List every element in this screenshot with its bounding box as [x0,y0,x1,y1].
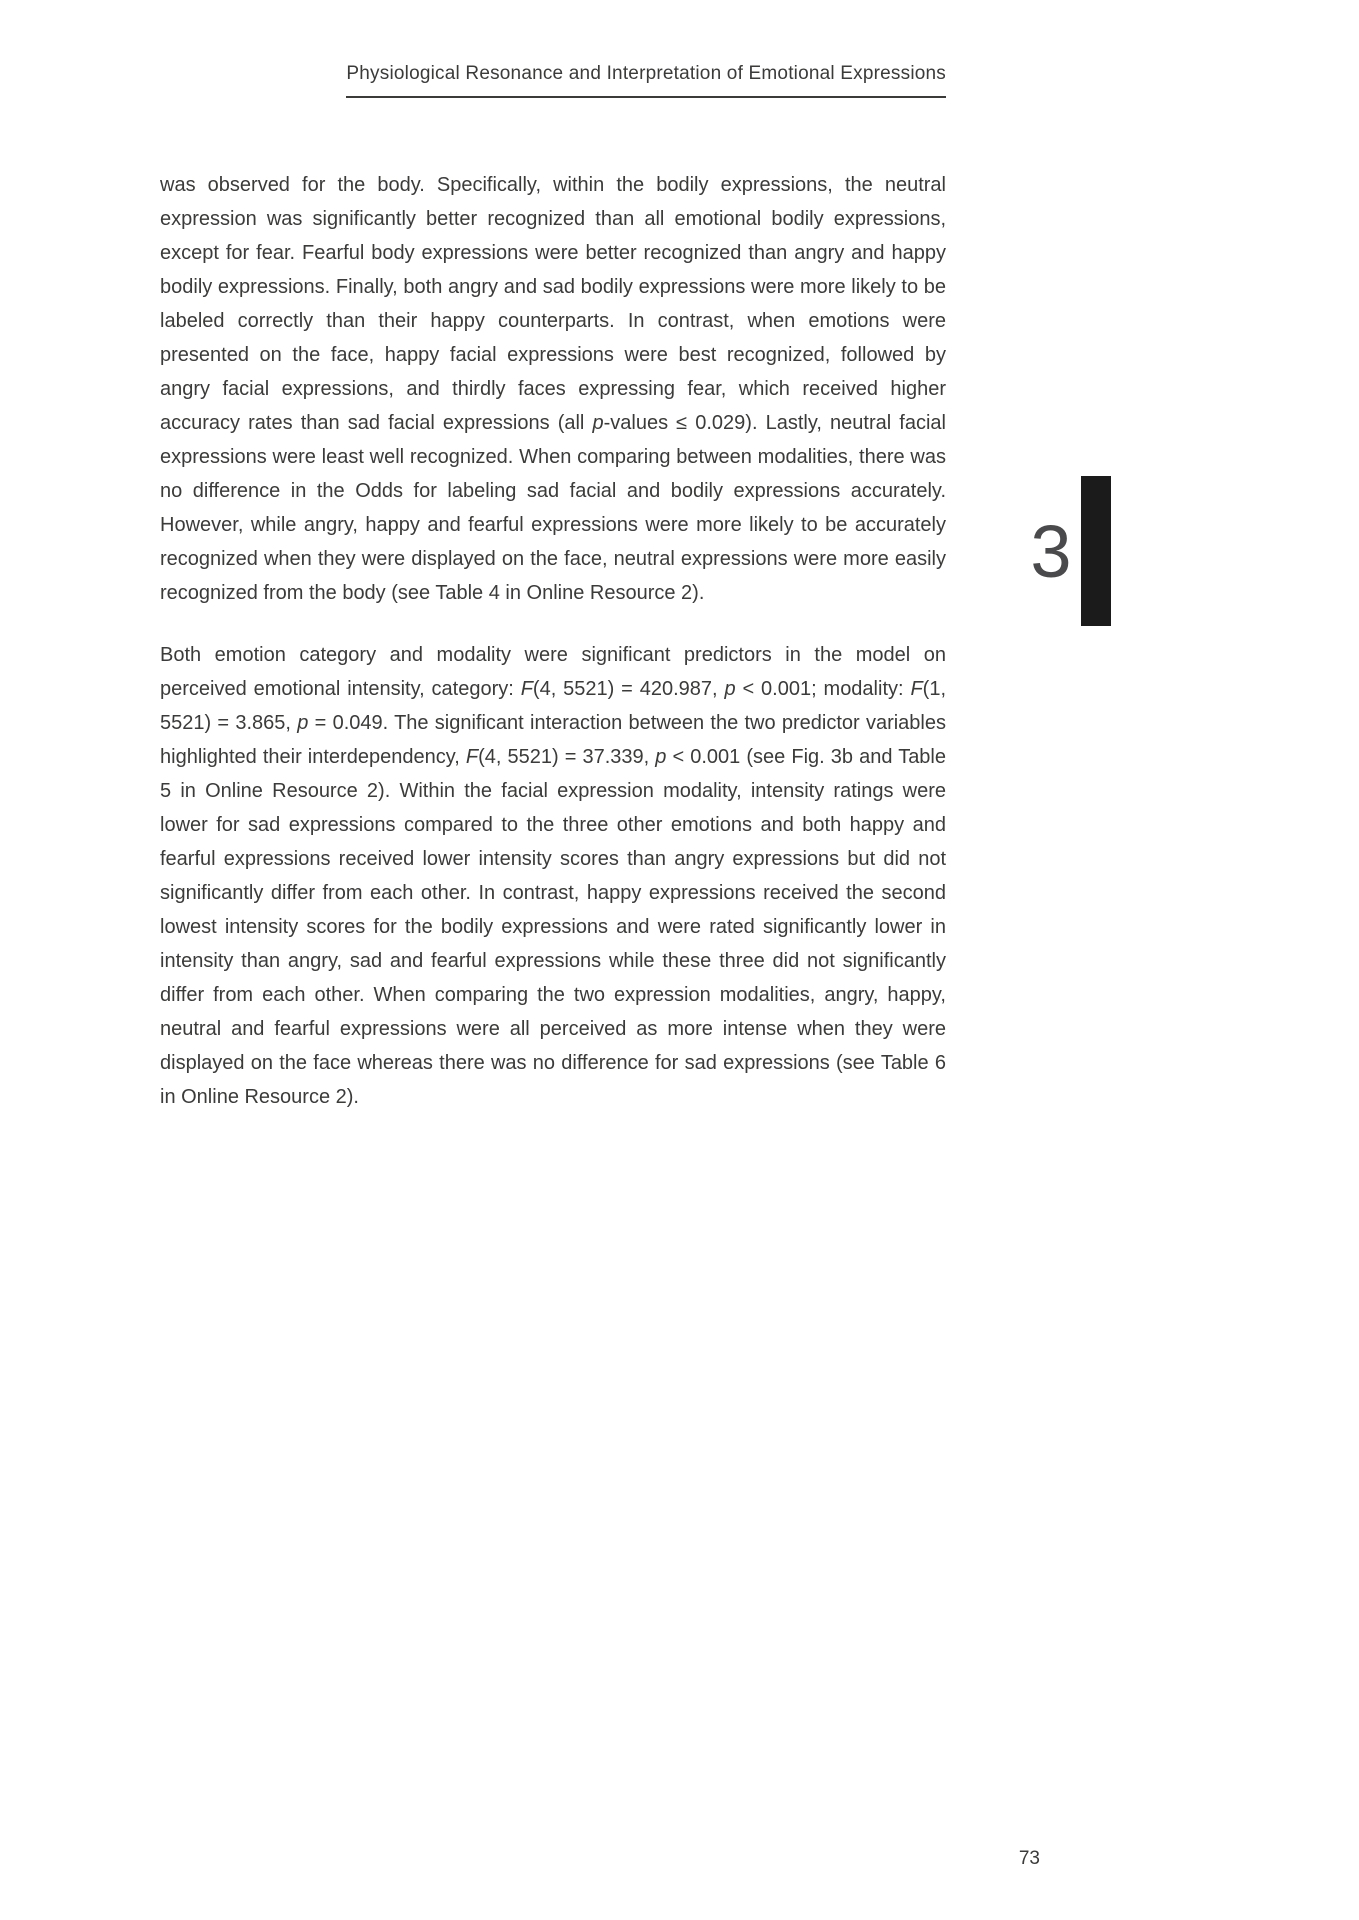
running-head-container [160,62,946,98]
body-text-column [160,168,946,1142]
body-paragraph-1: was observed for the body. Specifically, within the bodily expressions, the neutral expression was significantly better recognized than all emotional bodily expressions, except for fear. Fearful body expressions were better recognized than angry and happy bodily expressions. Finally, both angry and sad bodily expressions were more likely to be labeled correctly than their happy counterparts. In contrast, when emotions were presented on the face, happy facial expressions were best recognized, followed by angry facial expressions, and thirdly faces expressing fear, which received higher accuracy rates than sad facial expressions (all p-values ≤ 0.029). Lastly, neutral facial expressions were least well recognized. When comparing between modalities, there was no difference in the Odds for labeling sad facial and bodily expressions accurately. However, while angry, happy and fearful expressions were more likely to be accurately recognized when they were displayed on the face, neutral expressions were more easily recognized from the body (see Table 4 in Online Resource 2). [160,174,946,604]
body-paragraph-2: Both emotion category and modality were significant predictors in the model on perceived emotional intensity, category: F(4, 5521) = 420.987, p < 0.001; modality: F(1, 5521) = 3.865, p = 0.049. The significant interaction between the two predictor variables highlighted their interdependency, F(4, 5521) = 37.339, p < 0.001 (see Fig. 3b and Table 5 in Online Resource 2). Within the facial expression modality, intensity ratings were lower for sad expressions compared to the three other emotions and both happy and fearful expressions received lower intensity scores than angry expressions but did not significantly differ from each other. In contrast, happy expressions received the second lowest intensity scores for the bodily expressions and were rated significantly lower in intensity than angry, sad and fearful expressions while these three did not significantly differ from each other. When comparing the two expression modalities, angry, happy, neutral and fearful expressions were all perceived as more intense when they were displayed on the face whereas there was no difference for sad expressions (see Table 6 in Online Resource 2). [160,644,947,1108]
running-head: Physiological Resonance and Interpretation of Emotional Expressions [346,62,946,98]
page-number: 73 [1018,1848,1040,1869]
chapter-number: 3 [1030,510,1072,593]
chapter-tab-bar [1081,476,1111,626]
